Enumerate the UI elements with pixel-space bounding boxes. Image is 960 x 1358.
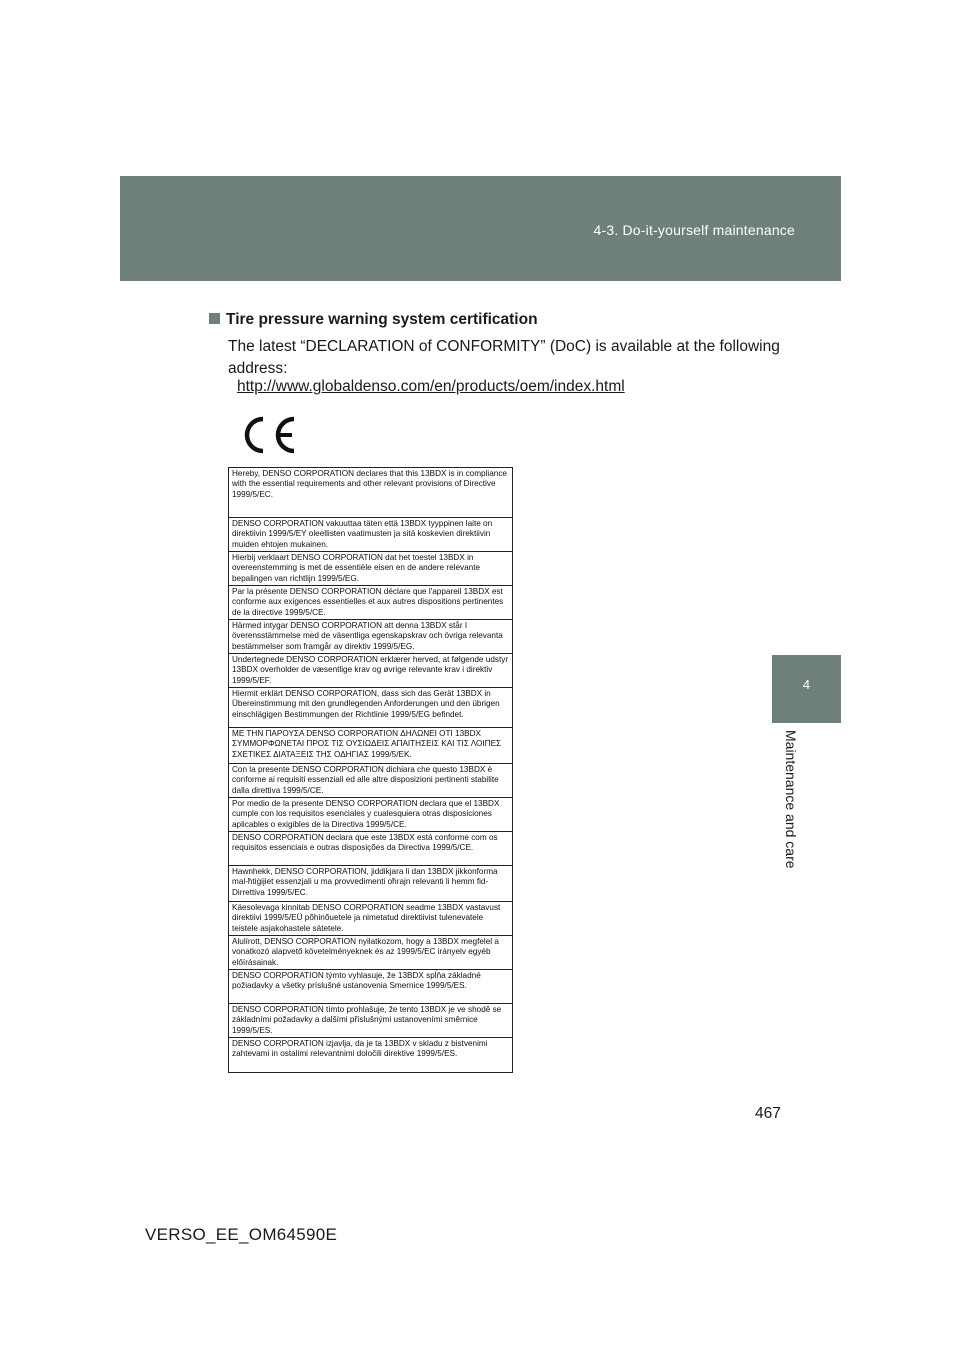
declaration-row: DENSO CORPORATION izjavlja, da je ta 13BDX v skladu z bistvenimi zahtevami in ostalimi relevantnimi določili direktive 1999/5/ES. — [232, 1039, 488, 1059]
chapter-label: Maintenance and care — [783, 730, 799, 869]
header-band — [120, 176, 841, 281]
declaration-row: Hiermit erklärt DENSO CORPORATION, dass sich das Gerät 13BDX in Übereinstimmung mit den grundlegenden Anforderungen und den übrigen einschlägigen Bestimmungen der Richtlinie 1999/5/EG befindet. — [229, 688, 512, 728]
declaration-row: Hawnhekk, DENSO CORPORATION, jiddikjara li dan 13BDX jikkonforma mal-ħtiġijiet essenzjali u ma provvedimenti oħrajn relevanti li hemm fid-Dirrettiva 1999/5/EC. — [229, 866, 512, 902]
declaration-row: DENSO CORPORATION declara que este 13BDX está conforme com os requisitos essenciais e outras disposições da Directiva 1999/5/CE. — [229, 832, 512, 866]
declaration-row: Con la presente DENSO CORPORATION dichiara che questo 13BDX è conforme ai requisiti essenziali ed alle altre disposizioni pertinenti stabilite dalla direttiva 1999/5/CE. — [229, 764, 512, 798]
declaration-row: Härmed intygar DENSO CORPORATION att denna 13BDX står I överensstämmelse med de väsentliga egenskapskrav och övriga relevanta bestämmelser som framgår av direktiv 1999/5/EG. — [229, 620, 512, 654]
heading-bullet-icon — [209, 313, 220, 324]
declaration-row: DENSO CORPORATION tímto prohlašuje, že tento 13BDX je ve shodě se základními požadavky a dalšími příslušnými ustanoveními směrnice 1999/5/ES. — [229, 1004, 512, 1038]
intro-paragraph: The latest “DECLARATION of CONFORMITY” (DoC) is available at the following address: — [228, 338, 780, 377]
section-heading — [209, 311, 538, 329]
declaration-row: Por medio de la presente DENSO CORPORATION declara que el 13BDX cumple con los requisitos esenciales y cualesquiera otras disposiciones aplicables o exigibles de la Directiva 1999/5/CE. — [229, 798, 512, 832]
chapter-number: 4 — [802, 677, 811, 692]
declaration-row: Alulírott, DENSO CORPORATION nyilatkozom, hogy a 13BDX megfelel a vonatkozó alapvető követelményeknek és az 1999/5/EC irányelv egyéb előírásainak. — [229, 936, 512, 970]
doc-url-link[interactable]: http://www.globaldenso.com/en/products/oem/index.html — [237, 378, 625, 395]
chapter-tab — [772, 655, 841, 723]
document-code: VERSO_EE_OM64590E — [145, 1225, 338, 1244]
page-number: 467 — [755, 1105, 781, 1122]
declaration-row: DENSO CORPORATION vakuuttaa täten että 13BDX tyyppinen laite on direktiivin 1999/5/EY oleellisten vaatimusten ja sitä koskevien direktiivin muiden ehtojen mukainen. — [229, 518, 512, 552]
section-title: 4-3. Do-it-yourself maintenance — [593, 222, 795, 238]
declaration-row: Hierbij verklaart DENSO CORPORATION dat het toestel 13BDX in overeenstemming is met de essentiële eisen en de andere relevante bepalingen van richtlijn 1999/5/EG. — [229, 552, 512, 586]
section-heading-text: Tire pressure warning system certification — [226, 311, 538, 328]
ce-mark-icon — [236, 415, 298, 455]
declaration-row: Hereby, DENSO CORPORATION declares that this 13BDX is in compliance with the essential requirements and other relevant provisions of Directive 1999/5/EC. — [229, 468, 512, 518]
declaration-row: Par la présente DENSO CORPORATION déclare que l'appareil 13BDX est conforme aux exigences essentielles et aux autres dispositions pertinentes de la directive 1999/5/CE. — [229, 586, 512, 620]
declaration-table — [228, 467, 513, 1073]
declaration-row: Undertegnede DENSO CORPORATION erklærer herved, at følgende udstyr 13BDX overholder de væsentlige krav og øvrige relevante krav i direktiv 1999/5/EF. — [229, 654, 512, 688]
declaration-row: DENSO CORPORATION týmto vyhlasuje, že 13BDX spĺňa základné požiadavky a všetky príslušné ustanovenia Smernice 1999/5/ES. — [229, 970, 512, 1004]
declaration-row: ΜΕ ΤΗΝ ΠΑΡΟΥΣΑ DENSO CORPORATION ΔΗΛΩΝΕΙ ΟΤΙ 13BDX ΣΥΜΜΟΡΦΩΝΕΤΑΙ ΠΡΟΣ ΤΙΣ ΟΥΣΙΩΔΕΙΣ ΑΠΑΙΤΗΣΕΙΣ ΚΑΙ ΤΙΣ ΛΟΙΠΕΣ ΣΧΕΤΙΚΕΣ ΔΙΑΤΑΞΕΙΣ ΤΗΣ ΟΔΗΓΙΑΣ 1999/5/ΕΚ. — [229, 728, 512, 764]
declaration-row: Käesolevaga kinnitab DENSO CORPORATION seadme 13BDX vastavust direktiivi 1999/5/EÜ põhinõuetele ja nimetatud direktiivist tulenevatele teistele asjakohastele sätetele. — [229, 902, 512, 936]
